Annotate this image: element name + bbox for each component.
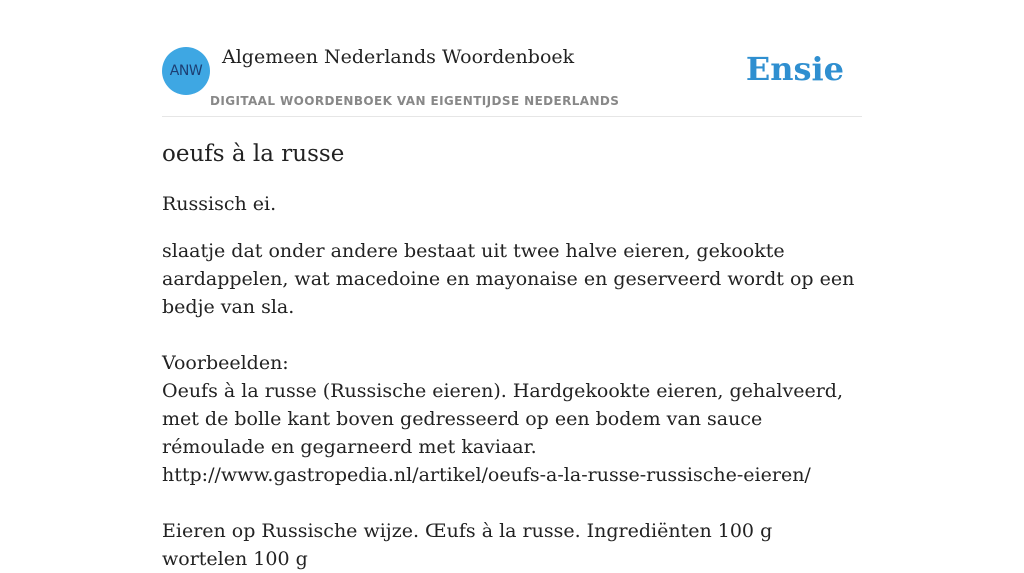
short-definition: Russisch ei.	[162, 193, 277, 215]
example-source-url: http://www.gastropedia.nl/artikel/oeufs-a-la-russe-russische-eieren/	[162, 464, 811, 486]
dictionary-title[interactable]: Algemeen Nederlands Woordenboek	[222, 46, 575, 68]
site-header	[162, 0, 862, 117]
dictionary-subtitle: DIGITAAL WOORDENBOEK VAN EIGENTIJDSE NEDERLANDS	[210, 94, 620, 108]
logo-text: ANW	[169, 63, 203, 79]
examples-label: Voorbeelden:	[162, 352, 289, 374]
ensie-brand-logo[interactable]: Ensie	[745, 50, 844, 88]
long-definition: slaatje dat onder andere bestaat uit twee halve eieren, gekookte aardappelen, wat macedoine en mayonaise en geserveerd wordt op een bedje van sla.	[162, 240, 855, 318]
headword: oeufs à la russe	[162, 141, 345, 167]
entry-content	[162, 138, 862, 573]
example-text: Oeufs à la russe (Russische eieren). Hardgekookte eieren, gehalveerd, met de bolle kant boven gedresseerd op een bodem van sauce rémoulade en gegarneerd met kaviaar.	[162, 380, 843, 458]
example-text: Eieren op Russische wijze. Œufs à la russe. Ingrediënten 100 g wortelen 100 g	[162, 520, 773, 570]
anw-logo[interactable]	[162, 47, 210, 95]
